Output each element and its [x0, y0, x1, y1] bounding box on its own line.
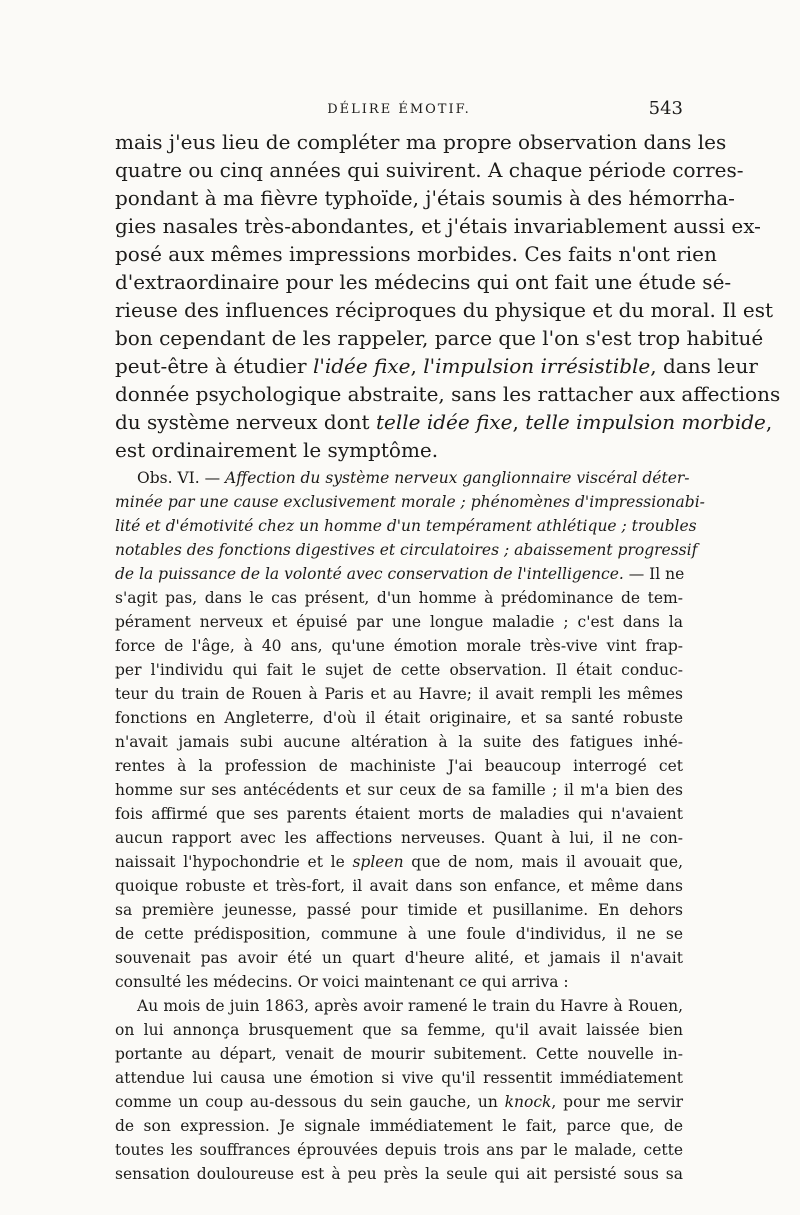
text-line: attendue lui causa une émotion si vive qu'il ressentit immédiatement: [115, 1069, 683, 1087]
observation-title: notables des fonctions digestives et circulatoires ; abaissement progressif: [115, 541, 698, 559]
text-line: bon cependant de les rappeler, parce que l'on s'est trop habitué: [115, 326, 764, 350]
observation-label: Obs. VI. —: [137, 469, 221, 487]
page-number: 543: [648, 98, 683, 119]
observation-title: Affection du système nerveux ganglionnaire viscéral déter-: [225, 469, 690, 487]
text-span: que de nom, mais il avouait que,: [403, 853, 683, 871]
text-line: Au mois de juin 1863, après avoir ramené le train du Havre à Rouen,: [137, 997, 683, 1015]
page-header: [115, 98, 683, 124]
text-line: souvenait pas avoir été un quart d'heure alité, et jamais il n'avait: [115, 949, 683, 967]
text-span: ,: [765, 410, 773, 434]
text-line: teur du train de Rouen à Paris et au Havre; il avait rempli les mêmes: [115, 685, 683, 703]
text-span: , dans leur: [650, 354, 758, 378]
italic-term: l'impulsion irrésistible: [423, 354, 651, 378]
text-line: posé aux mêmes impressions morbides. Ces faits n'ont rien: [115, 242, 717, 266]
text-span: du système nerveux dont: [115, 410, 376, 434]
text-line: sensation douloureuse est à peu près la seule qui ait persisté sous sa: [115, 1165, 683, 1183]
text-span: comme un coup au-dessous du sein gauche, un: [115, 1093, 505, 1111]
observation-title: lité et d'émotivité chez un homme d'un tempérament athlétique ; troubles: [115, 517, 697, 535]
text-line: gies nasales très-abondantes, et j'étais invariablement aussi ex-: [115, 214, 761, 238]
text-line: force de l'âge, à 40 ans, qu'une émotion morale très-vive vint frap-: [115, 637, 683, 655]
text-line: [115, 352, 758, 380]
text-line: on lui annonça brusquement que sa femme, qu'il avait laissée bien: [115, 1021, 683, 1039]
text-line: homme sur ses antécédents et sur ceux de sa famille ; il m'a bien des: [115, 781, 683, 799]
text-line: [115, 1090, 683, 1114]
italic-term: l'idée fixe: [312, 354, 411, 378]
text-line: est ordinairement le symptôme.: [115, 438, 439, 462]
text-line: per l'individu qui fait le sujet de cette observation. Il était conduc-: [115, 661, 683, 679]
text-span: , pour me servir: [551, 1093, 683, 1111]
text-line: rieuse des influences réciproques du physique et du moral. Il est: [115, 298, 774, 322]
italic-term: telle idée fixe: [375, 410, 513, 434]
text-line: portante au départ, venait de mourir subitement. Cette nouvelle in-: [115, 1045, 683, 1063]
text-line: d'extraordinaire pour les médecins qui ont fait une étude sé-: [115, 270, 732, 294]
text-line: s'agit pas, dans le cas présent, d'un homme à prédominance de tem-: [115, 589, 683, 607]
text-span: ,: [512, 410, 526, 434]
text-line: [115, 408, 773, 436]
text-line: [115, 562, 683, 586]
observation-heading: [115, 466, 690, 490]
text-line: pondant à ma fièvre typhoïde, j'étais soumis à des hémorrha-: [115, 186, 735, 210]
text-line: mais j'eus lieu de compléter ma propre observation dans les: [115, 130, 727, 154]
text-line: de cette prédisposition, commune à une foule d'individus, il ne se: [115, 925, 683, 943]
text-line: fonctions en Angleterre, d'où il était originaire, et sa santé robuste: [115, 709, 683, 727]
text-line: sa première jeunesse, passé pour timide et pusillanime. En dehors: [115, 901, 683, 919]
text-line: pérament nerveux et épuisé par une longue maladie ; c'est dans la: [115, 613, 683, 631]
text-line: quoique robuste et très-fort, il avait dans son enfance, et même dans: [115, 877, 683, 895]
text-line: consulté les médecins. Or voici maintenant ce qui arriva :: [115, 973, 569, 991]
observation-title: minée par une cause exclusivement morale ; phénomènes d'impressionabi-: [115, 493, 705, 511]
text-span: — Il ne: [623, 565, 685, 583]
text-line: fois affirmé que ses parents étaient morts de maladies qui n'avaient: [115, 805, 683, 823]
text-span: ,: [410, 354, 424, 378]
text-line: n'avait jamais subi aucune altération à la suite des fatigues inhé-: [115, 733, 683, 751]
observation-title: de la puissance de la volonté avec conservation de l'intelligence.: [115, 565, 624, 583]
text-line: quatre ou cinq années qui suivirent. A chaque période corres-: [115, 158, 744, 182]
italic-term: spleen: [352, 853, 404, 871]
italic-term: knock: [504, 1093, 552, 1111]
text-line: [115, 850, 683, 874]
italic-term: telle impulsion morbide: [525, 410, 766, 434]
text-line: aucun rapport avec les affections nerveuses. Quant à lui, il ne con-: [115, 829, 683, 847]
text-line: toutes les souffrances éprouvées depuis trois ans par le malade, cette: [115, 1141, 683, 1159]
running-title: DÉLIRE ÉMOTIF.: [327, 102, 471, 117]
text-line: donnée psychologique abstraite, sans les rattacher aux affections: [115, 382, 781, 406]
text-span: naissait l'hypochondrie et le: [115, 853, 353, 871]
text-span: peut-être à étudier: [115, 354, 313, 378]
text-line: de son expression. Je signale immédiatement le fait, parce que, de: [115, 1117, 683, 1135]
text-line: rentes à la profession de machiniste J'ai beaucoup interrogé cet: [115, 757, 683, 775]
